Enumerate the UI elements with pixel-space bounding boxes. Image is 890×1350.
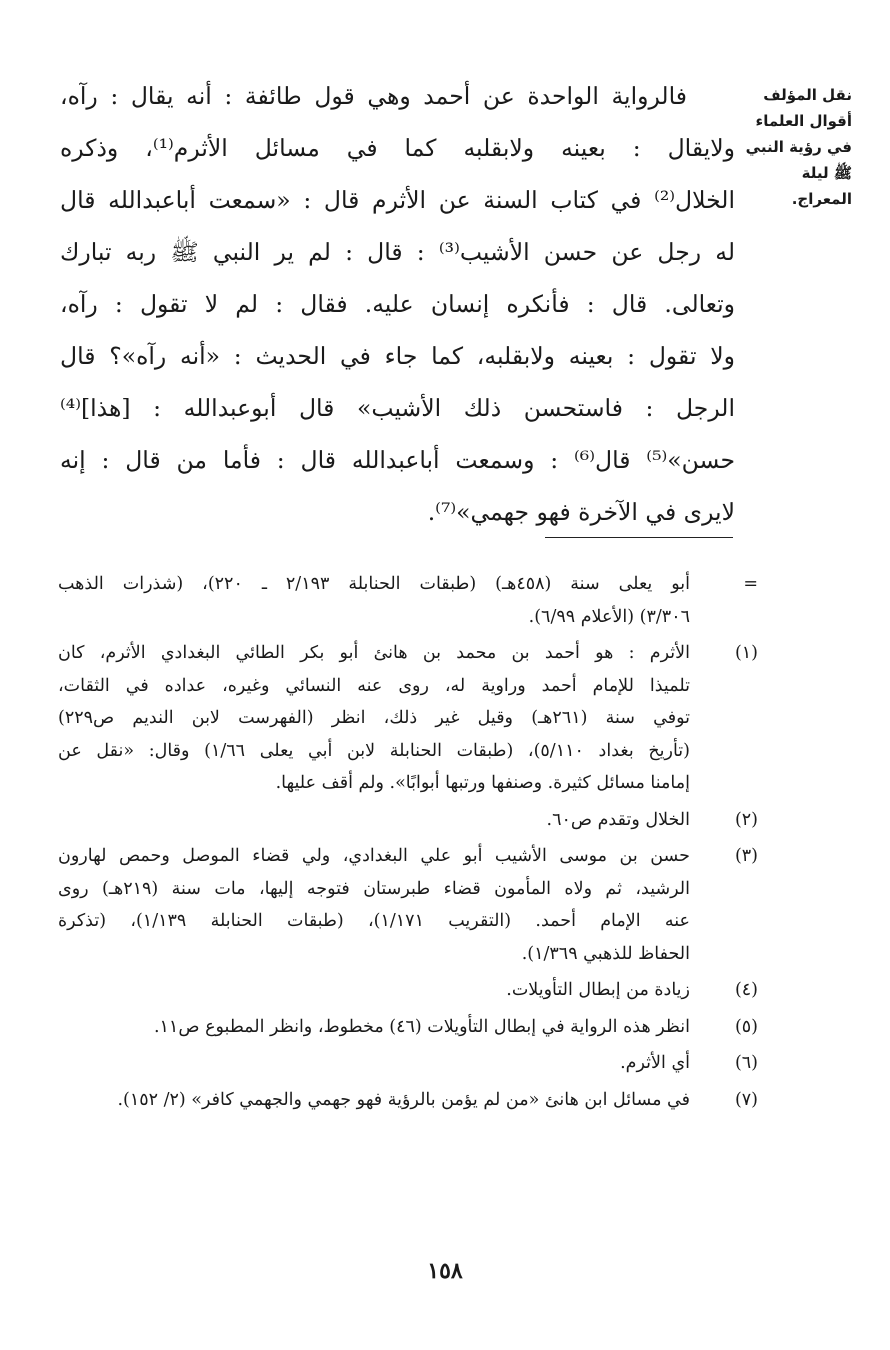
footnote-marker: (٢) (734, 809, 758, 830)
footnote-line: الخلال وتقدم ص٦٠. (546, 809, 690, 830)
main-text-line: حسن»⁽⁵⁾ قال⁽⁶⁾ : وسمعت أباعبدالله قال : فأما من قال : إنه (60, 446, 735, 474)
footnote-line: انظر هذه الرواية في إبطال التأويلات (٤٦) مخطوط، وانظر المطبوع ص١١. (153, 1016, 690, 1037)
footnote-2 (58, 804, 758, 837)
footnote-body (58, 1011, 690, 1044)
footnote-line: (تأريخ بغداد ٥/١١٠)، (طبقات الحنابلة لابن أبي يعلى ١/٦٦) وقال: «نقل عن (58, 740, 690, 761)
footnote-body (58, 568, 690, 633)
footnote-line: إمامنا مسائل كثيرة. وصنفها ورتبها أبوابًا». ولم أقف عليها. (275, 773, 690, 793)
footnote-line: أبو يعلى سنة (٤٥٨هـ) (طبقات الحنابلة ٢/١٩٣ ـ ٢٢٠)، (شذرات الذهب (58, 574, 690, 594)
footnote-line: في مسائل ابن هانئ «من لم يؤمن بالرؤية فهو جهمي والجهمي كافر» (٢/ ١٥٢). (117, 1089, 690, 1110)
margin-note-line: أقوال العلماء (755, 112, 852, 130)
footnote-line: الحفاظ للذهبي ١/٣٦٩). (521, 943, 690, 964)
margin-note-line: في رؤية النبي (745, 138, 852, 156)
footnote-line: ٣/٣٠٦) (الأعلام ٦/٩٩). (528, 606, 690, 627)
footnote-1 (58, 637, 758, 800)
footnote-3 (58, 840, 758, 970)
margin-note-line: ﷺ ليلة (801, 164, 852, 182)
footnote-body (58, 1084, 690, 1117)
footnote-marker: (٥) (734, 1016, 758, 1037)
footnote-marker: = (743, 574, 758, 594)
main-text-line: لايرى في الآخرة فهو جهمي»⁽⁷⁾. (427, 498, 735, 526)
main-text (60, 70, 735, 538)
footnotes (58, 568, 758, 1120)
footnote-marker: (٦) (734, 1053, 758, 1073)
footnote-marker: (٧) (734, 1089, 758, 1110)
footnote-marker: (٤) (734, 980, 758, 1000)
main-text-line: وتعالى. قال : فأنكره إنسان عليه. فقال : لم لا تقول : رآه، (60, 290, 735, 318)
main-text-line: ولايقال : بعينه ولابقلبه كما في مسائل الأثرم⁽¹⁾، وذكره (60, 134, 735, 162)
footnote-body (58, 1047, 690, 1080)
footnote-line: الأثرم : هو أحمد بن محمد بن هانئ أبو بكر الطائي البغدادي الأثرم، كان (58, 643, 690, 663)
footnote-separator (545, 537, 733, 538)
footnote-marker: (١) (734, 643, 758, 663)
margin-note (742, 82, 852, 212)
footnote-line: زيادة من إبطال التأويلات. (506, 980, 690, 1000)
main-text-line: له رجل عن حسن الأشيب⁽³⁾ : قال : لم ير النبي ﷺ ربه تبارك (60, 238, 735, 266)
main-text-line: فالرواية الواحدة عن أحمد وهي قول طائفة : أنه يقال : رآه، (60, 82, 687, 110)
margin-note-line: نقل المؤلف (763, 86, 852, 104)
main-text-line: الخلال⁽²⁾ في كتاب السنة عن الأثرم قال : «سمعت أباعبدالله قال (60, 186, 735, 214)
footnote-marker: (٣) (734, 846, 758, 866)
footnote-line: تلميذا للإمام أحمد وراوية له، روى عنه النسائي وغيره، عداده في الثقات، (58, 675, 690, 696)
footnote-line: الرشيد، ثم ولاه المأمون قضاء طبرستان فتوجه إليها، مات سنة (٢١٩هـ) روى (58, 878, 690, 899)
footnote-continued (58, 568, 758, 633)
main-text-line: ولا تقول : بعينه ولابقلبه، كما جاء في الحديث : «أنه رآه»؟ قال (60, 342, 735, 370)
footnote-7 (58, 1084, 758, 1117)
main-text-line: الرجل : فاستحسن ذلك الأشيب» قال أبوعبدالله : [هذا]⁽⁴⁾ (60, 394, 735, 422)
footnote-body (58, 840, 690, 970)
footnote-body (58, 804, 690, 837)
margin-note-line: المعراج. (791, 190, 852, 208)
footnote-5 (58, 1011, 758, 1044)
footnote-line: حسن بن موسى الأشيب أبو علي البغدادي، ولي قضاء الموصل وحمص لهارون (58, 846, 690, 866)
footnote-4 (58, 974, 758, 1007)
footnote-6 (58, 1047, 758, 1080)
footnote-line: توفي سنة (٢٦١هـ) وقيل غير ذلك، انظر (الفهرست لابن النديم ص٢٢٩) (58, 708, 690, 728)
footnote-line: عنه الإمام أحمد. (التقريب ١/١٧١)، (طبقات الحنابلة ١/١٣٩)، (تذكرة (58, 911, 690, 931)
page-number: ١٥٨ (427, 1258, 463, 1284)
footnote-line: أي الأثرم. (620, 1053, 690, 1073)
footnote-body (58, 637, 690, 800)
footnote-body (58, 974, 690, 1007)
